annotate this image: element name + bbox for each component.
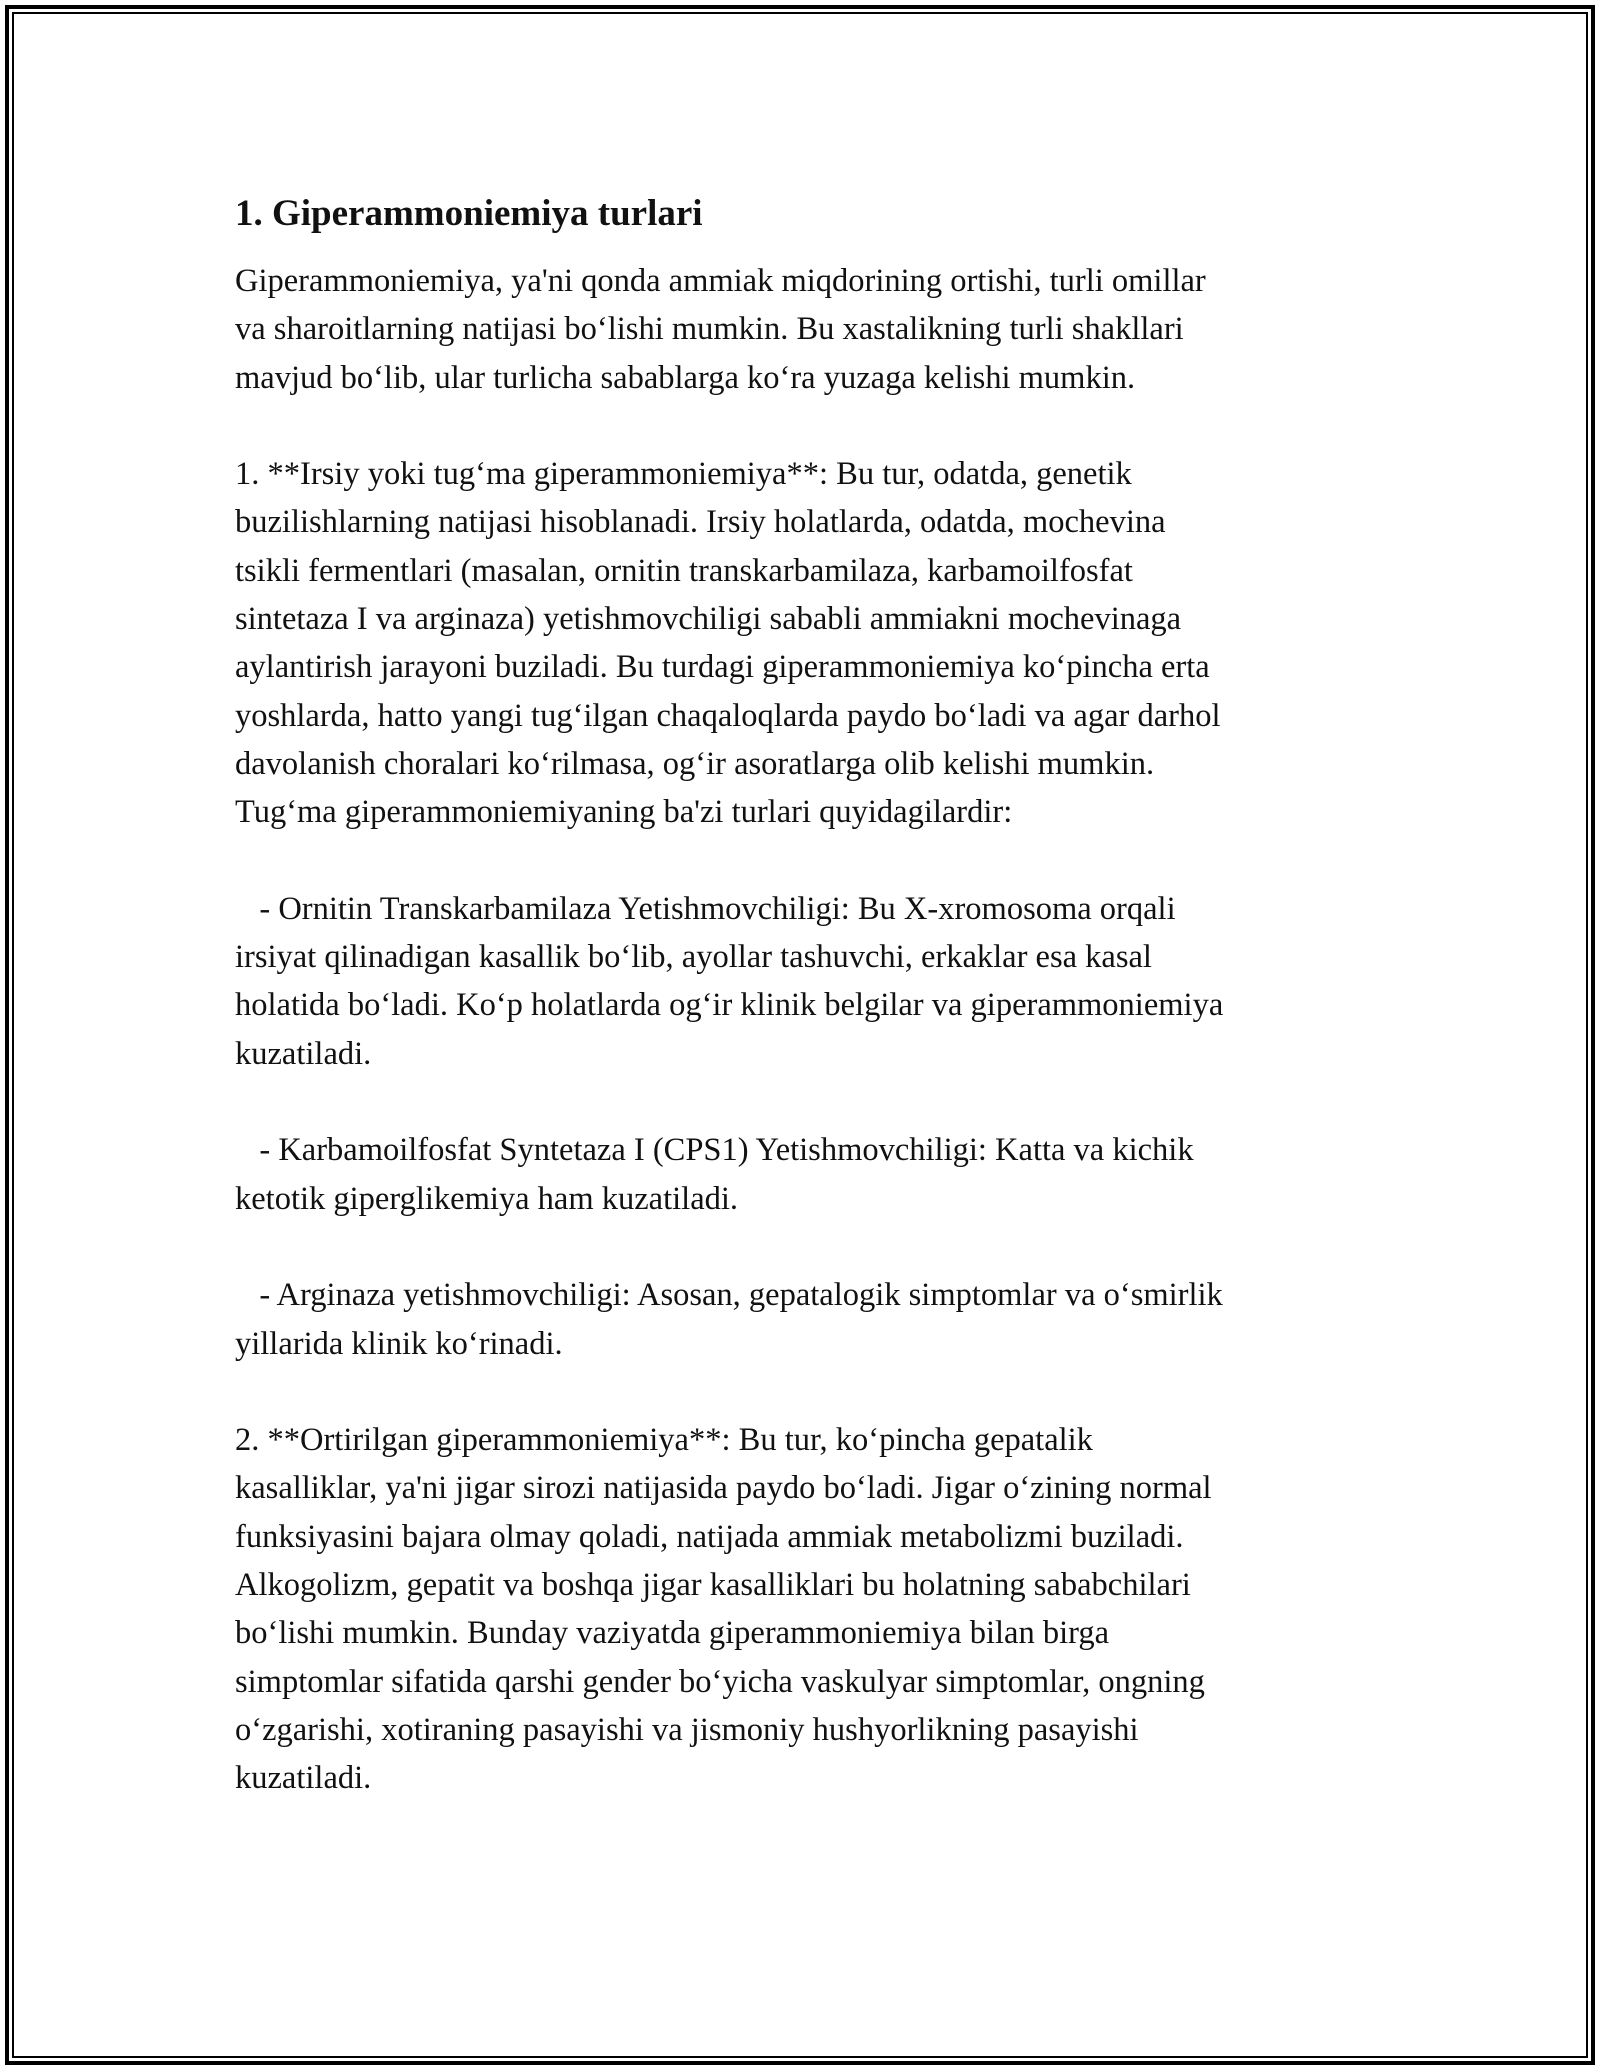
acquired-type-paragraph: 2. **Ortirilgan giperammoniemiya**: Bu tur, ko‘pincha gepatalik kasalliklar, ya'ni jigar sirozi natijasida paydo bo‘ladi. Jigar o‘zining normal funksiyasini bajara olmay qoladi, natijada ammiak metabolizmi buziladi. Alkogolizm, gepatit va boshqa jigar kasalliklari bu holatning sababchilari bo‘lishi mumkin. Bunday vaziyatda giperammoniemiya bilan birga simptomlar sifatida qarshi gender bo‘yicha vaskulyar simptomlar, ongning o‘zgarishi, xotiraning pasayishi va jismoniy hushyorlikning pasayishi kuzatiladi. [235, 1422, 1212, 1797]
document-body [235, 185, 1365, 1851]
hereditary-type-paragraph: 1. **Irsiy yoki tug‘ma giperammoniemiya**: Bu tur, odatda, genetik buzilishlarning natijasi hisoblanadi. Irsiy holatlarda, odatda, mochevina tsikli fermentlari (masalan, ornitin transkarbamilaza, karbamoilfosfat sintetaza I va arginaza) yetishmovchiligi sababli ammiakni mochevinaga aylantirish jarayoni buziladi. Bu turdagi giperammoniemiya ko‘pincha erta yoshlarda, hatto yangi tug‘ilgan chaqaloqlarda paydo bo‘ladi va agar darhol davolanish choralari ko‘rilmasa, og‘ir asoratlarga olib kelishi mumkin. Tug‘ma giperammoniemiyaning ba'zi turlari quyidagilardir: [235, 456, 1221, 831]
arginase-deficiency-item: - Arginaza yetishmovchiligi: Asosan, gepatalogik simptomlar va o‘smirlik yillarida klinik ko‘rinadi. [235, 1277, 1223, 1362]
section-heading: 1. Giperammoniemiya turlari [235, 193, 703, 234]
otc-deficiency-item: - Ornitin Transkarbamilaza Yetishmovchiligi: Bu X-xromosoma orqali irsiyat qilinadigan kasallik bo‘lib, ayollar tashuvchi, erkaklar esa kasal holatida bo‘ladi. Ko‘p holatlarda og‘ir klinik belgilar va giperammoniemiya kuzatiladi. [235, 890, 1224, 1072]
cps1-deficiency-item: - Karbamoilfosfat Syntetaza I (CPS1) Yetishmovchiligi: Katta va kichik ketotik giperglikemiya ham kuzatiladi. [235, 1132, 1194, 1217]
intro-paragraph: Giperammoniemiya, ya'ni qonda ammiak miqdorining ortishi, turli omillar va sharoitlarning natijasi bo‘lishi mumkin. Bu xastalikning turli shakllari mavjud bo‘lib, ular turlicha sabablarga ko‘ra yuzaga kelishi mumkin. [235, 263, 1206, 396]
